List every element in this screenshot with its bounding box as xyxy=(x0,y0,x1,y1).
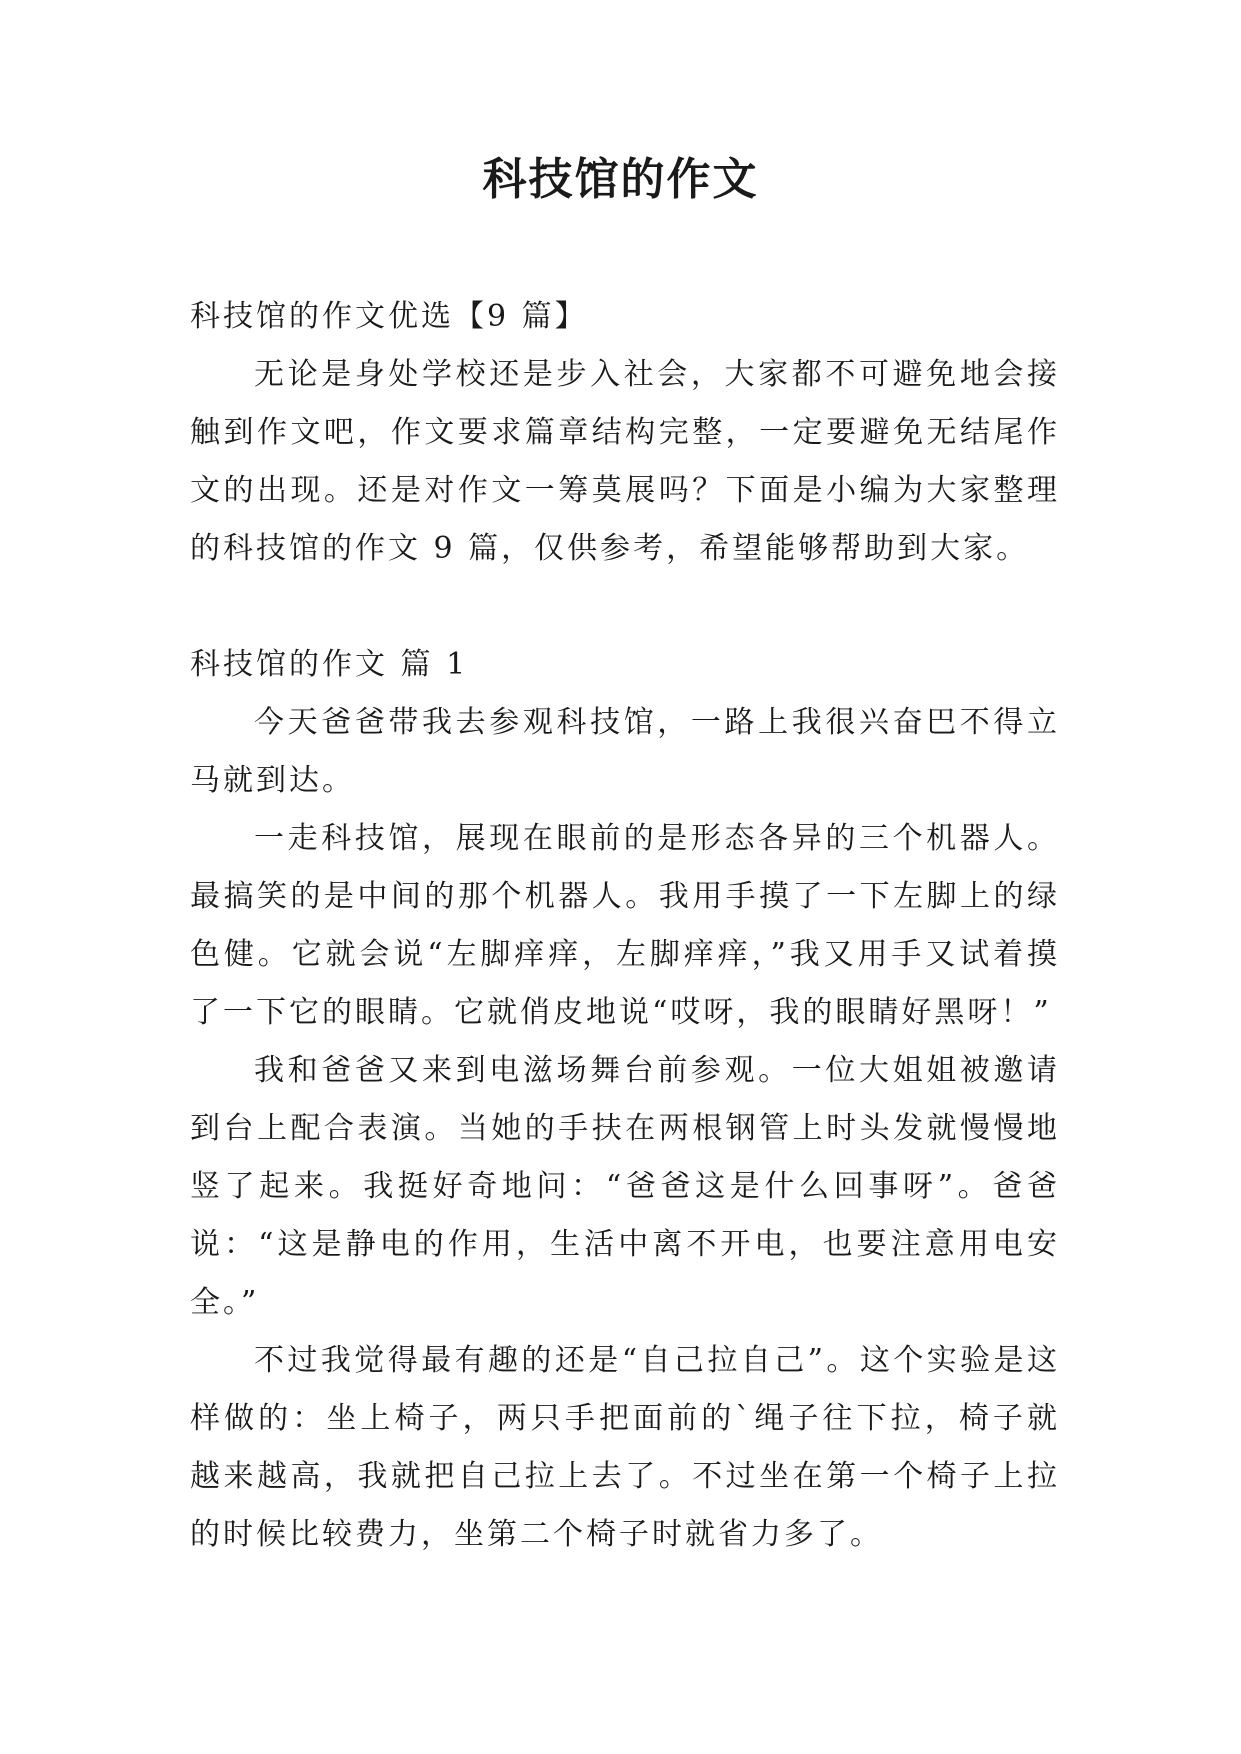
body-paragraph: 今天爸爸带我去参观科技馆，一路上我很兴奋巴不得立马就到达。 xyxy=(190,705,1060,798)
document-body xyxy=(190,288,1060,1564)
document-subtitle: 科技馆的作文优选【9 篇】 xyxy=(190,299,588,334)
document-title: 科技馆的作文 xyxy=(482,154,759,205)
body-paragraph: 我和爸爸又来到电滋场舞台前参观。一位大姐姐被邀请到台上配合表演。当她的手扶在两根钢管上时头发就慢慢地竖了起来。我挺好奇地问：“爸爸这是什么回事呀”。爸爸说：“这是静电的作用，生活中离不开电，也要注意用电安全。” xyxy=(190,1053,1060,1320)
section-heading: 科技馆的作文 篇 1 xyxy=(190,647,469,682)
body-paragraph: 不过我觉得最有趣的还是“自己拉自己”。这个实验是这样做的：坐上椅子，两只手把面前的`绳子往下拉，椅子就越来越高，我就把自己拉上去了。不过坐在第一个椅子上拉的时候比较费力，坐第二个椅子时就省力多了。 xyxy=(190,1343,1060,1552)
body-paragraph: 一走科技馆，展现在眼前的是形态各异的三个机器人。最搞笑的是中间的那个机器人。我用手摸了一下左脚上的绿色健。它就会说“左脚痒痒，左脚痒痒，”我又用手又试着摸了一下它的眼睛。它就俏皮地说“哎呀，我的眼睛好黑呀！” xyxy=(190,821,1060,1030)
section-spacer xyxy=(190,578,1060,636)
intro-paragraph: 无论是身处学校还是步入社会，大家都不可避免地会接触到作文吧，作文要求篇章结构完整，一定要避免无结尾作文的出现。还是对作文一筹莫展吗？下面是小编为大家整理的科技馆的作文 9 篇，仅供参考，希望能够帮助到大家。 xyxy=(190,357,1060,566)
